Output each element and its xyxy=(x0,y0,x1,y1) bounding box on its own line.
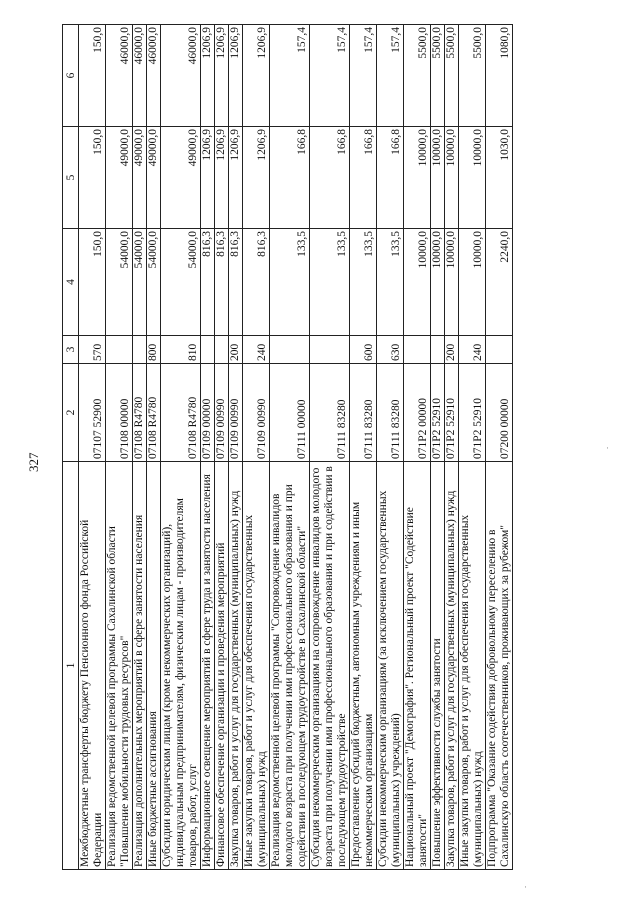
row-value-col6: 157,4 xyxy=(377,25,404,127)
row-expense-type: 630 xyxy=(377,336,404,364)
row-value-col4: 150,0 xyxy=(79,229,106,336)
row-value-col6: 1080,0 xyxy=(486,25,513,127)
row-value-col5: 150,0 xyxy=(79,127,106,229)
row-value-col4: 133,5 xyxy=(377,229,404,336)
row-value-col6: 150,0 xyxy=(79,25,106,127)
row-name: Реализация ведомственной целевой программы "Сопровождение инвалидов молодого возраста при получении ими профессионального образования и при содействии в последующем трудоустройстве в Сахалинской области" xyxy=(270,462,310,870)
row-value-col4: 10000,0 xyxy=(445,229,459,336)
row-target-code: 071P2 52910 xyxy=(445,364,459,462)
budget-table xyxy=(62,24,513,870)
row-name: Реализация ведомственной целевой программы Сахалинской области "Повышение мобильности трудовых ресурсов" xyxy=(106,462,133,870)
table-row xyxy=(310,25,350,870)
row-expense-type xyxy=(215,336,229,364)
row-expense-type xyxy=(404,336,431,364)
row-value-col4: 816,3 xyxy=(229,229,243,336)
table-row xyxy=(215,25,229,870)
row-expense-type: 800 xyxy=(147,336,161,364)
row-target-code: 07108 R4780 xyxy=(161,364,201,462)
row-value-col4: 816,3 xyxy=(201,229,215,336)
row-value-col5: 49000,0 xyxy=(106,127,133,229)
row-value-col6: 5500,0 xyxy=(459,25,486,127)
row-value-col4: 816,3 xyxy=(215,229,229,336)
column-header: 3 xyxy=(63,336,79,364)
table-row xyxy=(133,25,147,870)
rotated-page xyxy=(22,20,622,880)
row-value-col5: 1206,9 xyxy=(215,127,229,229)
row-value-col6: 46000,0 xyxy=(161,25,201,127)
row-expense-type xyxy=(133,336,147,364)
row-value-col6: 1206,9 xyxy=(215,25,229,127)
row-value-col5: 49000,0 xyxy=(133,127,147,229)
row-value-col4: 133,5 xyxy=(310,229,350,336)
table-row xyxy=(486,25,513,870)
row-target-code: 071P2 00000 xyxy=(404,364,431,462)
row-value-col5: 10000,0 xyxy=(445,127,459,229)
row-name: Иные закупки товаров, работ и услуг для обеспечения государственных (муниципальных) нужд xyxy=(243,462,270,870)
row-value-col5: 166,8 xyxy=(310,127,350,229)
table-row xyxy=(79,25,106,870)
row-target-code: 07108 00000 xyxy=(106,364,133,462)
row-value-col4: 2240,0 xyxy=(486,229,513,336)
row-target-code: 071P2 52910 xyxy=(459,364,486,462)
row-name: Субсидии некоммерческим организациям (за исключением государственных (муниципальных) учреждений) xyxy=(377,462,404,870)
row-value-col5: 1030,0 xyxy=(486,127,513,229)
row-value-col6: 157,4 xyxy=(310,25,350,127)
row-value-col6: 1206,9 xyxy=(201,25,215,127)
table-row xyxy=(377,25,404,870)
row-value-col5: 166,8 xyxy=(270,127,310,229)
row-target-code: 07111 83280 xyxy=(310,364,350,462)
row-value-col6: 5500,0 xyxy=(431,25,445,127)
row-value-col4: 10000,0 xyxy=(404,229,431,336)
column-header: 4 xyxy=(63,229,79,336)
row-value-col6: 5500,0 xyxy=(404,25,431,127)
row-value-col5: 10000,0 xyxy=(404,127,431,229)
scan-mark: · xyxy=(524,882,527,892)
row-name: Закупка товаров, работ и услуг для государственных (муниципальных) нужд xyxy=(445,462,459,870)
row-value-col5: 49000,0 xyxy=(147,127,161,229)
row-name: Реализация дополнительных мероприятий в сфере занятости населения xyxy=(133,462,147,870)
row-value-col5: 10000,0 xyxy=(459,127,486,229)
table-row xyxy=(243,25,270,870)
row-value-col5: 1206,9 xyxy=(201,127,215,229)
table-header-row xyxy=(63,25,79,870)
row-value-col6: 157,4 xyxy=(350,25,377,127)
row-value-col5: 1206,9 xyxy=(229,127,243,229)
row-expense-type: 570 xyxy=(79,336,106,364)
row-target-code: 07108 R4780 xyxy=(133,364,147,462)
row-name: Подпрограмма "Оказание содействия добровольному переселению в Сахалинскую область соотечественников, проживающих за рубежом" xyxy=(486,462,513,870)
row-value-col6: 1206,9 xyxy=(243,25,270,127)
row-target-code: 07108 R4780 xyxy=(147,364,161,462)
row-name: Национальный проект "Демография". Региональный проект "Содействие занятости" xyxy=(404,462,431,870)
row-name: Субсидия некоммерческим организациям на сопровождение инвалидов молодого возраста при получении ими профессионального образования и при содействии в последующем трудоустройстве xyxy=(310,462,350,870)
row-value-col6: 46000,0 xyxy=(147,25,161,127)
row-name: Предоставление субсидий бюджетным, автономным учреждениям и иным некоммерческим организациям xyxy=(350,462,377,870)
row-target-code: 07109 00000 xyxy=(201,364,215,462)
row-expense-type xyxy=(270,336,310,364)
row-value-col4: 10000,0 xyxy=(459,229,486,336)
row-value-col5: 49000,0 xyxy=(161,127,201,229)
row-expense-type: 600 xyxy=(350,336,377,364)
row-name: Межбюджетные трансферты бюджету Пенсионного фонда Российской Федерации xyxy=(79,462,106,870)
row-expense-type: 240 xyxy=(459,336,486,364)
row-expense-type: 200 xyxy=(445,336,459,364)
row-expense-type: 240 xyxy=(243,336,270,364)
table-row xyxy=(350,25,377,870)
row-name: Повышение эффективности службы занятости xyxy=(431,462,445,870)
row-name: Информационное освещение мероприятий в сфере труда и занятости населения xyxy=(201,462,215,870)
row-value-col4: 54000,0 xyxy=(161,229,201,336)
row-value-col5: 166,8 xyxy=(350,127,377,229)
row-expense-type xyxy=(310,336,350,364)
row-value-col4: 54000,0 xyxy=(106,229,133,336)
column-header: 1 xyxy=(63,462,79,870)
row-expense-type xyxy=(201,336,215,364)
row-value-col4: 816,3 xyxy=(243,229,270,336)
row-name: Финансовое обеспечение организации и проведения мероприятий xyxy=(215,462,229,870)
row-name: Иные бюджетные ассигнования xyxy=(147,462,161,870)
row-expense-type: 810 xyxy=(161,336,201,364)
row-value-col4: 133,5 xyxy=(350,229,377,336)
row-value-col4: 10000,0 xyxy=(431,229,445,336)
row-value-col5: 1206,9 xyxy=(243,127,270,229)
table-row xyxy=(270,25,310,870)
row-target-code: 07111 00000 xyxy=(270,364,310,462)
row-target-code: 071P2 52910 xyxy=(431,364,445,462)
row-target-code: 07200 00000 xyxy=(486,364,513,462)
table-row xyxy=(147,25,161,870)
row-expense-type: 200 xyxy=(229,336,243,364)
row-expense-type xyxy=(106,336,133,364)
column-header: 2 xyxy=(63,364,79,462)
row-value-col6: 1206,9 xyxy=(229,25,243,127)
scan-mark: · xyxy=(606,443,609,453)
row-target-code: 07109 00990 xyxy=(215,364,229,462)
table-row xyxy=(459,25,486,870)
table-row xyxy=(445,25,459,870)
row-expense-type xyxy=(431,336,445,364)
row-name: Закупка товаров, работ и услуг для государственных (муниципальных) нужд xyxy=(229,462,243,870)
row-name: Субсидии юридическим лицам (кроме некоммерческих организаций), индивидуальным предпринимателям, физическим лицам - производителям товаров, работ, услуг xyxy=(161,462,201,870)
row-value-col4: 54000,0 xyxy=(147,229,161,336)
row-value-col4: 133,5 xyxy=(270,229,310,336)
row-target-code: 07111 83280 xyxy=(350,364,377,462)
row-target-code: 07109 00990 xyxy=(243,364,270,462)
table-row xyxy=(404,25,431,870)
column-header: 6 xyxy=(63,25,79,127)
row-value-col6: 157,4 xyxy=(270,25,310,127)
table-row xyxy=(161,25,201,870)
row-value-col6: 46000,0 xyxy=(133,25,147,127)
row-value-col6: 5500,0 xyxy=(445,25,459,127)
row-target-code: 07107 52900 xyxy=(79,364,106,462)
table-row xyxy=(431,25,445,870)
table-row xyxy=(229,25,243,870)
row-value-col5: 10000,0 xyxy=(431,127,445,229)
table-row xyxy=(201,25,215,870)
row-expense-type xyxy=(486,336,513,364)
row-value-col4: 54000,0 xyxy=(133,229,147,336)
column-header: 5 xyxy=(63,127,79,229)
page-number: 327 xyxy=(26,452,41,472)
row-target-code: 07111 83280 xyxy=(377,364,404,462)
row-name: Иные закупки товаров, работ и услуг для обеспечения государственных (муниципальных) нужд xyxy=(459,462,486,870)
row-target-code: 07109 00990 xyxy=(229,364,243,462)
row-value-col5: 166,8 xyxy=(377,127,404,229)
row-value-col6: 46000,0 xyxy=(106,25,133,127)
table-row xyxy=(106,25,133,870)
